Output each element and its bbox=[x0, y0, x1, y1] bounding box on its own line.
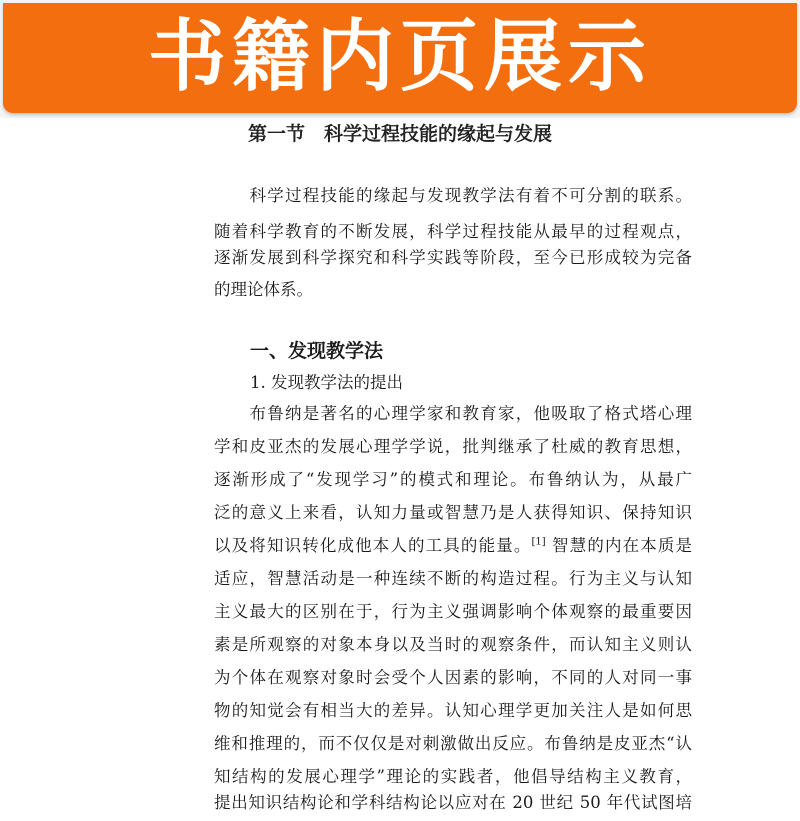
intro-line: 逐渐发展到科学探究和科学实践等阶段，至今已形成较为完备 bbox=[214, 248, 692, 267]
heading-2: 1. 发现教学法的提出 bbox=[250, 373, 403, 392]
section-title: 第一节 科学过程技能的缘起与发展 bbox=[247, 123, 552, 145]
body-line: 逐渐形成了“发现学习”的模式和理论。布鲁纳认为，从最广 bbox=[214, 470, 692, 489]
body-line: 为个体在观察对象时会受个人因素的影响，不同的人对同一事 bbox=[214, 668, 692, 687]
body-line: 主义最大的区别在于，行为主义强调影响个体观察的最重要因 bbox=[214, 602, 692, 621]
body-line: 适应，智慧活动是一种连续不断的构造过程。行为主义与认知 bbox=[214, 569, 692, 588]
body-line bbox=[214, 528, 692, 564]
body-line: 泛的意义上来看，认知力量或智慧乃是人获得知识、保持知识 bbox=[214, 503, 692, 522]
body-line-text: 以及将知识转化成他本人的工具的能量。 bbox=[214, 536, 532, 555]
intro-line: 科学过程技能的缘起与发现教学法有着不可分割的联系。 bbox=[214, 186, 692, 205]
body-line: 素是所观察的对象本身以及当时的观察条件，而认知主义则认 bbox=[214, 635, 692, 654]
intro-line: 的理论体系。 bbox=[214, 280, 313, 299]
body-line: 物的知觉会有相当大的差异。认知心理学更加关注人是如何思 bbox=[214, 701, 692, 720]
banner bbox=[0, 0, 800, 118]
heading-1: 一、发现教学法 bbox=[250, 340, 384, 362]
body-line: 知结构的发展心理学”理论的实践者，他倡导结构主义教育， bbox=[214, 767, 692, 786]
body-line: 维和推理的，而不仅仅是对刺激做出反应。布鲁纳是皮亚杰“认 bbox=[214, 734, 692, 753]
body-line: 学和皮亚杰的发展心理学学说，批判继承了杜威的教育思想， bbox=[214, 437, 692, 456]
footnote-marker[interactable]: [1] bbox=[531, 536, 546, 548]
body-line-tail: 智慧的内在本质是 bbox=[545, 536, 693, 555]
banner-title: 书籍内页展示 bbox=[147, 12, 652, 102]
body-line: 布鲁纳是著名的心理学家和教育家，他吸取了格式塔心理 bbox=[214, 404, 692, 423]
body-line: 提出知识结构论和学科结构论以应对在 20 世纪 50 年代试图培 bbox=[214, 793, 692, 812]
intro-line: 随着科学教育的不断发展，科学过程技能从最早的过程观点， bbox=[214, 222, 692, 241]
banner-box bbox=[3, 3, 797, 113]
